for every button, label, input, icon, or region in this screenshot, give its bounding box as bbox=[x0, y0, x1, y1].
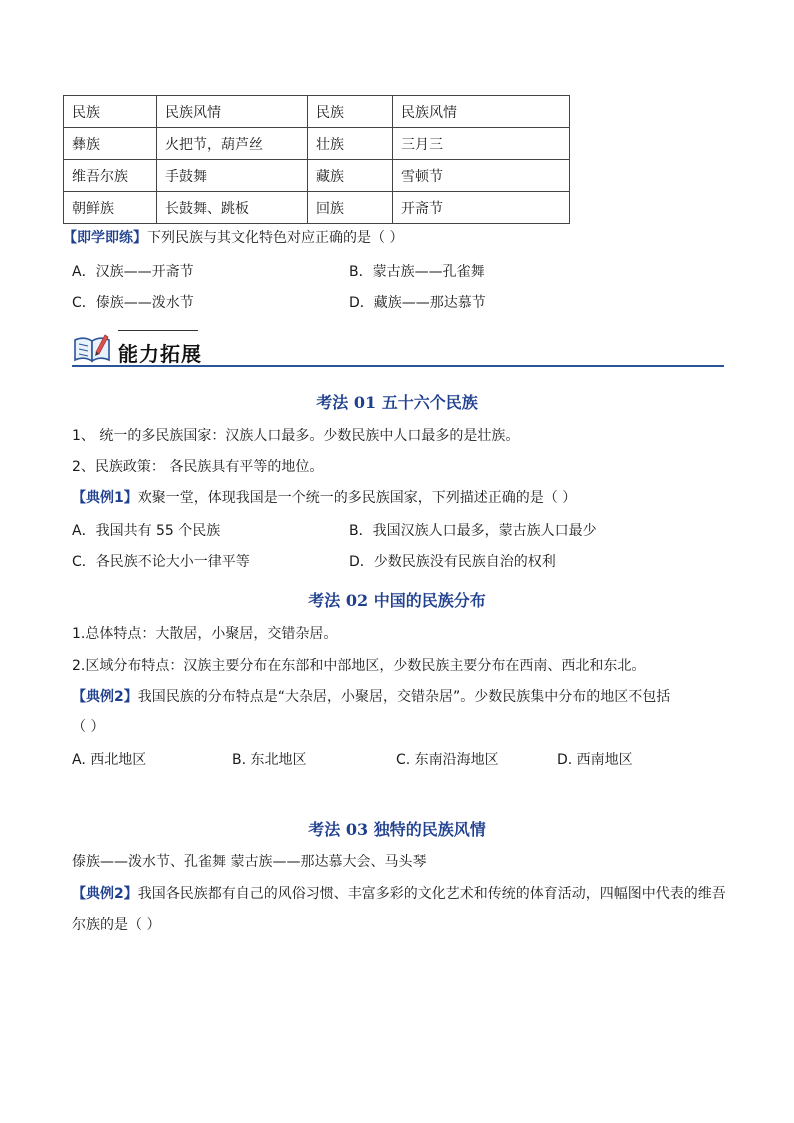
example-1-option-b: B．我国汉族人口最多，蒙古族人口最少 bbox=[349, 523, 597, 539]
section-title: 能力拓展 bbox=[118, 342, 202, 366]
practice-option-a: A．汉族——开斋节 bbox=[72, 264, 194, 280]
example-2-tag: 【典例2】 bbox=[72, 689, 138, 705]
table-cell: 雪顿节 bbox=[393, 160, 570, 192]
table-cell: 开斋节 bbox=[393, 192, 570, 224]
table-cell: 回族 bbox=[308, 192, 393, 224]
example-2-option-a: A. 西北地区 bbox=[72, 752, 147, 768]
example-2-option-b: B. 东北地区 bbox=[232, 752, 307, 768]
example-3-text-cont: 尔族的是（ ） bbox=[72, 917, 161, 933]
table-cell: 长鼓舞、跳板 bbox=[157, 192, 308, 224]
practice-option-c: C．傣族——泼水节 bbox=[72, 295, 194, 311]
example-2-answer-blank: （ ） bbox=[72, 719, 105, 735]
practice-question bbox=[63, 228, 403, 248]
table-cell: 壮族 bbox=[308, 128, 393, 160]
method-03-heading: 考法 03 独特的民族风情 bbox=[308, 820, 486, 839]
banner-top-line bbox=[118, 330, 198, 331]
example-3-tag: 【典例2】 bbox=[72, 886, 138, 902]
practice-tag: 【即学即练】 bbox=[63, 230, 147, 246]
practice-question-text: 下列民族与其文化特色对应正确的是（ ） bbox=[147, 230, 404, 246]
method-02-point-1: 1.总体特点：大散居，小聚居，交错杂居。 bbox=[72, 626, 338, 642]
table-cell: 彝族 bbox=[64, 128, 157, 160]
table-cell: 藏族 bbox=[308, 160, 393, 192]
example-2-option-d: D. 西南地区 bbox=[557, 752, 633, 768]
method-02-point-2: 2.区域分布特点：汉族主要分布在东部和中部地区，少数民族主要分布在西南、西北和东北。 bbox=[72, 658, 646, 674]
method-02-heading: 考法 02 中国的民族分布 bbox=[308, 591, 486, 610]
example-2-question bbox=[72, 687, 670, 707]
table-row bbox=[64, 192, 570, 224]
practice-option-d: D．藏族——那达慕节 bbox=[349, 295, 486, 311]
example-1-question bbox=[72, 488, 576, 508]
table-row bbox=[64, 128, 570, 160]
table-cell: 三月三 bbox=[393, 128, 570, 160]
example-3-text: 我国各民族都有自己的风俗习惯、丰富多彩的文化艺术和传统的体育活动，四幅图中代表的维吾 bbox=[137, 886, 726, 902]
table-row bbox=[64, 96, 570, 128]
table-row bbox=[64, 160, 570, 192]
example-2-option-c: C. 东南沿海地区 bbox=[396, 752, 499, 768]
ethnic-customs-table bbox=[63, 95, 570, 224]
table-cell: 民族风情 bbox=[393, 96, 570, 128]
table-cell: 朝鲜族 bbox=[64, 192, 157, 224]
method-01-point-2: 2、民族政策： 各民族具有平等的地位。 bbox=[72, 459, 324, 475]
example-1-option-c: C．各民族不论大小一律平等 bbox=[72, 554, 250, 570]
practice-option-b: B．蒙古族——孔雀舞 bbox=[349, 264, 485, 280]
table-cell: 火把节，葫芦丝 bbox=[157, 128, 308, 160]
table-cell: 民族 bbox=[308, 96, 393, 128]
section-divider bbox=[72, 365, 724, 367]
open-book-icon bbox=[72, 330, 112, 366]
example-1-text: 欢聚一堂，体现我国是一个统一的多民族国家，下列描述正确的是（ ） bbox=[137, 490, 577, 506]
method-03-point-1: 傣族——泼水节、孔雀舞 蒙古族——那达慕大会、马头琴 bbox=[72, 854, 427, 870]
table-cell: 维吾尔族 bbox=[64, 160, 157, 192]
table-cell: 民族风情 bbox=[157, 96, 308, 128]
table-cell: 民族 bbox=[64, 96, 157, 128]
section-banner bbox=[72, 324, 724, 370]
method-01-point-1: 1、 统一的多民族国家：汉族人口最多。少数民族中人口最多的是壮族。 bbox=[72, 428, 520, 444]
method-01-heading: 考法 01 五十六个民族 bbox=[316, 393, 478, 412]
example-1-tag: 【典例1】 bbox=[72, 490, 138, 506]
example-1-option-d: D．少数民族没有民族自治的权利 bbox=[349, 554, 556, 570]
example-3-question bbox=[72, 884, 726, 904]
table-cell: 手鼓舞 bbox=[157, 160, 308, 192]
example-1-option-a: A．我国共有 55 个民族 bbox=[72, 523, 221, 539]
example-2-text: 我国民族的分布特点是“大杂居，小聚居，交错杂居”。少数民族集中分布的地区不包括 bbox=[137, 689, 671, 705]
